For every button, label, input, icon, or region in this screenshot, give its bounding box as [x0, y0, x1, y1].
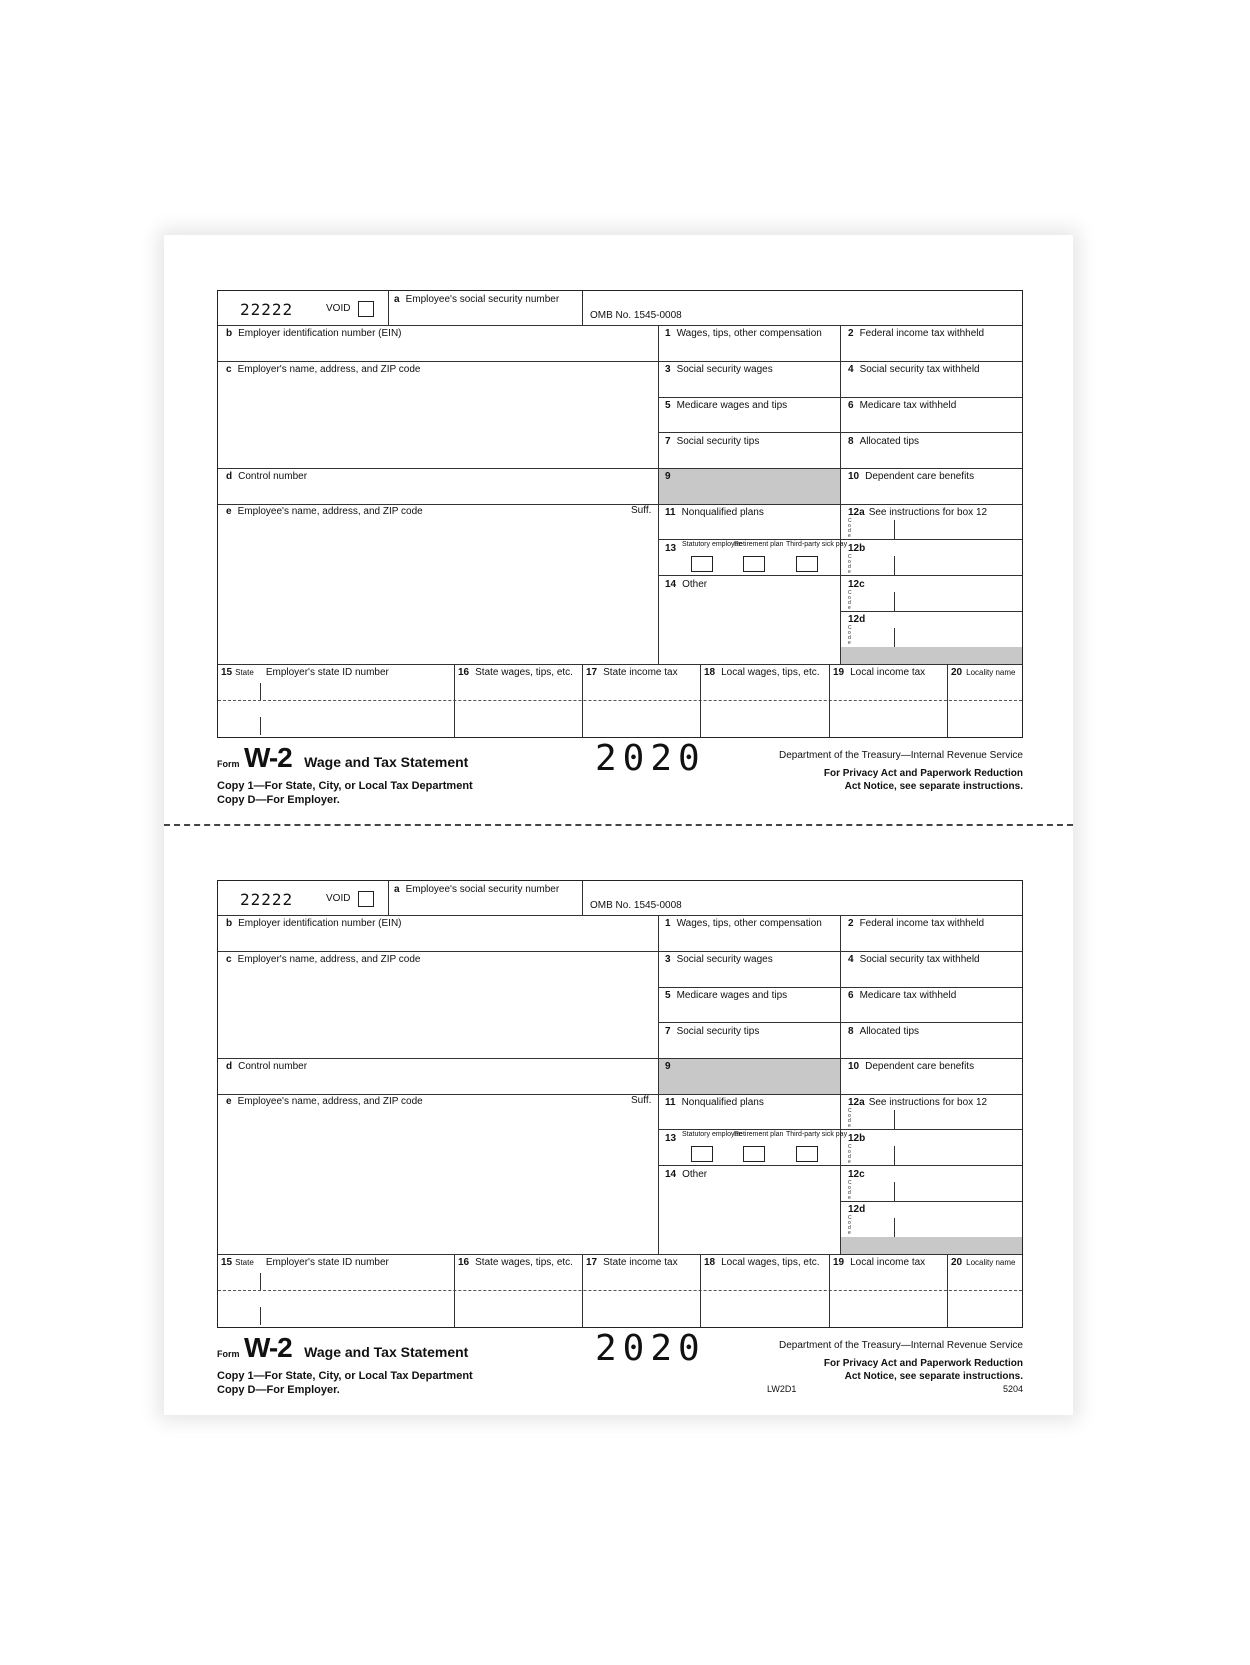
void-label: VOID — [326, 303, 351, 314]
code-label-12a: Code — [848, 518, 852, 539]
box-c-label: c Employer's name, address, and ZIP code — [226, 364, 421, 375]
statutory-employee-checkbox[interactable] — [691, 1146, 713, 1162]
box1-label: 1 Wages, tips, other compensation — [665, 918, 822, 929]
box12a-label: 12a See instructions for box 12 — [848, 1097, 988, 1108]
statutory-employee-checkbox[interactable] — [691, 556, 713, 572]
box15-label: 15 State Employer's state ID number — [221, 1257, 389, 1268]
box-b-label: b Employer identification number (EIN) — [226, 328, 402, 339]
box13-label: 13 — [665, 543, 677, 554]
box12b-label: 12b — [848, 1133, 866, 1144]
form-title: Wage and Tax Statement — [304, 1344, 469, 1360]
box4-label: 4 Social security tax withheld — [848, 954, 980, 965]
box7-label: 7 Social security tips — [665, 1026, 760, 1037]
box2-label: 2 Federal income tax withheld — [848, 918, 985, 929]
statutory-employee-label: Statutory employee — [682, 1131, 743, 1138]
box18-label: 18 Local wages, tips, etc. — [704, 1257, 820, 1268]
box8-label: 8 Allocated tips — [848, 436, 920, 447]
privacy-notice: For Privacy Act and Paperwork Reduction Act Notice, see separate instructions. — [823, 768, 1023, 792]
box1-label: 1 Wages, tips, other compensation — [665, 328, 822, 339]
box14-label: 14 Other — [665, 1169, 708, 1180]
box-b-label: b Employer identification number (EIN) — [226, 918, 402, 929]
dept-treasury: Department of the Treasury—Internal Revenue Service — [778, 750, 1023, 761]
third-party-sick-pay-label: Third-party sick pay — [786, 1131, 848, 1138]
code-label-12a: Code — [848, 1108, 852, 1129]
retirement-plan-checkbox[interactable] — [743, 1146, 765, 1162]
form-name: W-2 — [243, 742, 292, 773]
suff-label: Suff. — [631, 505, 652, 516]
retirement-plan-label: Retirement plan — [734, 541, 784, 548]
box19-label: 19 Local income tax — [833, 667, 926, 678]
box11-label: 11 Nonqualified plans — [665, 507, 764, 518]
void-label: VOID — [326, 893, 351, 904]
control-code: 22222 — [240, 890, 294, 909]
tax-year: 2020 — [595, 1328, 706, 1369]
w2-sheet — [164, 235, 1073, 1415]
form-word: Form — [217, 759, 240, 769]
box6-label: 6 Medicare tax withheld — [848, 400, 957, 411]
box12c-label: 12c — [848, 1169, 865, 1180]
code-label-12d: Code — [848, 625, 852, 646]
box18-label: 18 Local wages, tips, etc. — [704, 667, 820, 678]
form-grid — [217, 290, 1023, 738]
box13-label: 13 — [665, 1133, 677, 1144]
void-checkbox[interactable] — [358, 301, 374, 317]
box16-label: 16 State wages, tips, etc. — [458, 1257, 573, 1268]
box-a-label: a Employee's social security number — [394, 294, 560, 305]
control-code: 22222 — [240, 300, 294, 319]
third-party-sick-pay-checkbox[interactable] — [796, 556, 818, 572]
box-a-label: a Employee's social security number — [394, 884, 560, 895]
box5-label: 5 Medicare wages and tips — [665, 400, 788, 411]
box12b-label: 12b — [848, 543, 866, 554]
box16-label: 16 State wages, tips, etc. — [458, 667, 573, 678]
statutory-employee-label: Statutory employee — [682, 541, 743, 548]
form-code: LW2D1 — [767, 1384, 797, 1394]
w2-form-copy-d — [217, 880, 1023, 1400]
tax-year: 2020 — [595, 738, 706, 779]
code-label-12d: Code — [848, 1215, 852, 1236]
box20-label: 20 Locality name — [951, 1257, 1016, 1268]
box-e-label: e Employee's name, address, and ZIP code — [226, 1096, 423, 1107]
third-party-sick-pay-checkbox[interactable] — [796, 1146, 818, 1162]
tear-line — [164, 824, 1073, 826]
box19-label: 19 Local income tax — [833, 1257, 926, 1268]
dept-treasury: Department of the Treasury—Internal Revenue Service — [778, 1340, 1023, 1351]
box10-label: 10 Dependent care benefits — [848, 1061, 975, 1072]
box17-label: 17 State income tax — [586, 1257, 678, 1268]
retirement-plan-label: Retirement plan — [734, 1131, 784, 1138]
box4-label: 4 Social security tax withheld — [848, 364, 980, 375]
copy-designation: Copy 1—For State, City, or Local Tax Department Copy D—For Employer. — [217, 780, 473, 806]
box14-label: 14 Other — [665, 579, 708, 590]
box3-label: 3 Social security wages — [665, 364, 773, 375]
box-d-label: d Control number — [226, 1061, 308, 1072]
retirement-plan-checkbox[interactable] — [743, 556, 765, 572]
form-grid — [217, 880, 1023, 1328]
code-label-12b: Code — [848, 554, 852, 575]
box20-label: 20 Locality name — [951, 667, 1016, 678]
privacy-notice: For Privacy Act and Paperwork Reduction Act Notice, see separate instructions. — [823, 1358, 1023, 1382]
box-d-label: d Control number — [226, 471, 308, 482]
box9-shaded — [659, 1059, 840, 1094]
box12c-label: 12c — [848, 579, 865, 590]
form-title: Wage and Tax Statement — [304, 754, 469, 770]
box9-label: 9 — [665, 1061, 671, 1072]
form-title-block — [217, 742, 468, 774]
box15-label: 15 State Employer's state ID number — [221, 667, 389, 678]
box12d-shaded-strip — [841, 647, 1022, 664]
box12d-label: 12d — [848, 1204, 866, 1215]
code-label-12c: Code — [848, 1180, 852, 1201]
void-checkbox[interactable] — [358, 891, 374, 907]
box17-label: 17 State income tax — [586, 667, 678, 678]
box5-label: 5 Medicare wages and tips — [665, 990, 788, 1001]
box10-label: 10 Dependent care benefits — [848, 471, 975, 482]
box8-label: 8 Allocated tips — [848, 1026, 920, 1037]
box9-label: 9 — [665, 471, 671, 482]
box7-label: 7 Social security tips — [665, 436, 760, 447]
code-label-12c: Code — [848, 590, 852, 611]
box6-label: 6 Medicare tax withheld — [848, 990, 957, 1001]
box12d-shaded-strip — [841, 1237, 1022, 1254]
third-party-sick-pay-label: Third-party sick pay — [786, 541, 848, 548]
w2-form-copy-1 — [217, 290, 1023, 810]
suff-label: Suff. — [631, 1095, 652, 1106]
code-label-12b: Code — [848, 1144, 852, 1165]
form-number: 5204 — [1002, 1384, 1023, 1394]
omb-number: OMB No. 1545-0008 — [590, 900, 682, 911]
form-title-block — [217, 1332, 468, 1364]
box-c-label: c Employer's name, address, and ZIP code — [226, 954, 421, 965]
box12d-label: 12d — [848, 614, 866, 625]
box11-label: 11 Nonqualified plans — [665, 1097, 764, 1108]
box12a-label: 12a See instructions for box 12 — [848, 507, 988, 518]
form-word: Form — [217, 1349, 240, 1359]
copy-designation: Copy 1—For State, City, or Local Tax Department Copy D—For Employer. — [217, 1370, 473, 1396]
omb-number: OMB No. 1545-0008 — [590, 310, 682, 321]
form-name: W-2 — [243, 1332, 292, 1363]
box2-label: 2 Federal income tax withheld — [848, 328, 985, 339]
box3-label: 3 Social security wages — [665, 954, 773, 965]
box-e-label: e Employee's name, address, and ZIP code — [226, 506, 423, 517]
